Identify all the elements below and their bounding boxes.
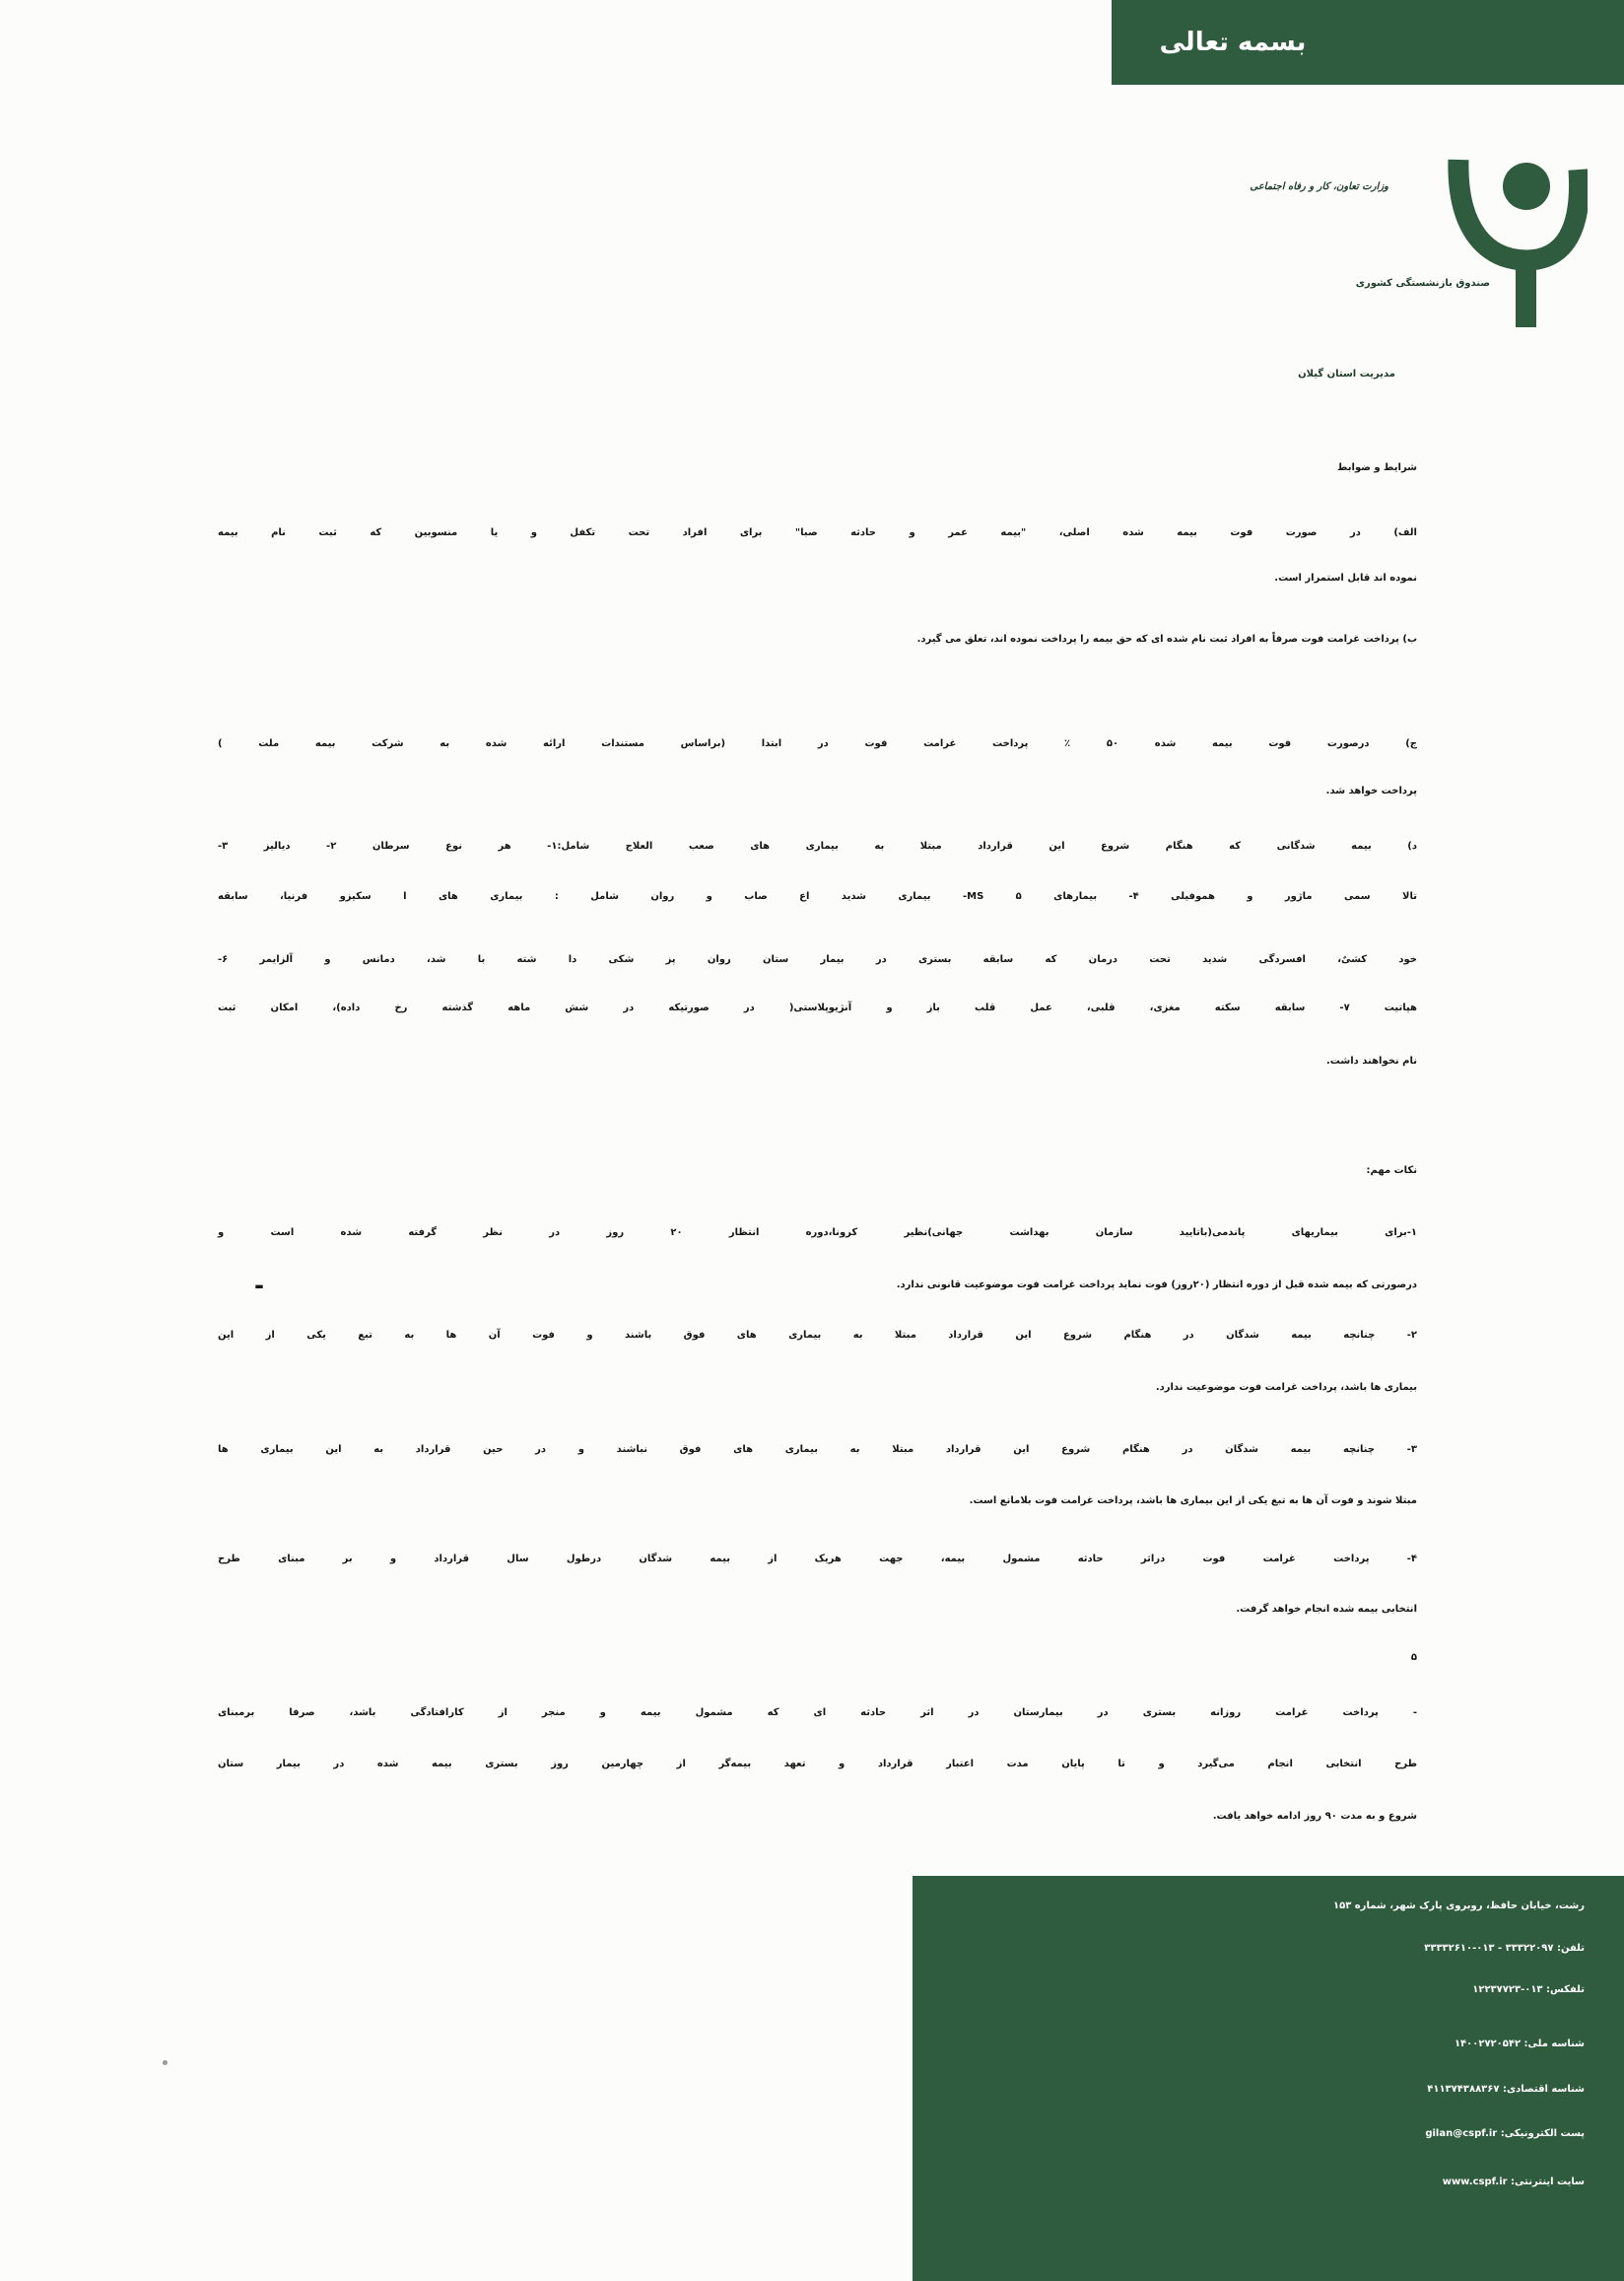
notes-title: نکات مهم: (1366, 1165, 1417, 1176)
address-text: رشت، خیابان حافظ، روبروی پارک شهر، شماره ۱۵۳ (1332, 1901, 1585, 1911)
note-line: ۱-برای بیماریهای پاندمی(باتایید سازمان بهداشت جهانی)نظیر کرونا،دوره انتظار ۲۰ روز در نظر گرفته شده است و (218, 1227, 1418, 1238)
national-id-text: شناسه ملی: ۱۴۰۰۲۷۲۰۵۴۲ (1454, 2039, 1585, 2049)
economic-code-text: شناسه اقتصادی: ۴۱۱۳۷۴۳۸۸۳۶۷ (1427, 2084, 1585, 2095)
ministry-name: وزارت تعاون، کار و رفاه اجتماعی (1250, 181, 1388, 192)
note-line: ۴- پرداخت غرامت فوت دراثر حادثه مشمول بیمه، جهت هریک از بیمه شدگان درطول سال قرارداد و بر مبنای طرح (218, 1554, 1417, 1564)
terms-title: شرایط و ضوابط (1337, 462, 1417, 473)
contact-footer (913, 1876, 1624, 2281)
clause-line: تالا سمی ماژور و هموفیلی ۴- بیمارهای MS ۵- بیماری شدید اع صاب و روان شامل : بیماری های ا سکیزو فرنیا، سابقه (218, 891, 1417, 902)
clause-line: د) بیمه شدگانی که هنگام شروع این قرارداد مبتلا به بیماری های صعب العلاج شامل:۱- هر نوع سرطان ۲- دیالیز ۳- (218, 841, 1418, 852)
note-line: درصورتی که بیمه شده قبل از دوره انتظار (۲۰روز) فوت نماید پرداخت غرامت فوت موضوعیت قانونی ندارد. (896, 1279, 1417, 1290)
header-tab (1112, 0, 1624, 85)
note-line: انتخابی بیمه شده انجام خواهد گرفت. (1236, 1604, 1417, 1615)
note-line: ۳- چنانچه بیمه شدگان در هنگام شروع این قرارداد مبتلا به بیماری های فوق نباشند و در حین قرارداد به این بیماری ها (218, 1444, 1417, 1455)
email-text: پست الکترونیکی: gilan@cspf.ir (1425, 2128, 1585, 2139)
branch-name: مدیریت استان گیلان (1298, 369, 1395, 380)
clause-line: نموده اند قابل استمرار است. (1274, 573, 1417, 584)
clause-line: نام نخواهند داشت. (1325, 1056, 1417, 1067)
stray-mark: - (254, 1272, 264, 1299)
bismillah-text: بسمه تعالی (1159, 28, 1307, 57)
website-text: سایت اینترنتی: www.cspf.ir (1442, 2177, 1585, 2187)
clause-line: خود کشیٌ، افسردگی شدید تحت درمان که سابقه بستری در بیمار ستان روان پز شکی دا شته با شد، دمانس و آلزایمر ۶- (218, 954, 1417, 965)
fund-name: صندوق بازنشستگی کشوری (1355, 278, 1490, 289)
note-line: ۲- چنانچه بیمه شدگان در هنگام شروع این قرارداد مبتلا به بیماری های فوق باشند و فوت آن ها به تبع یکی از این (218, 1330, 1417, 1341)
note-line: مبتلا شوند و فوت آن ها به تبع یکی از این بیماری ها باشد، پرداخت غرامت فوت بلامانع است. (969, 1495, 1417, 1506)
clause-line: ج) درصورت فوت بیمه شده ۵۰ ٪ پرداخت غرامت فوت در ابتدا (براساس مستندات ارائه شده به شرکت بیمه ملت ) (218, 738, 1417, 749)
note-line: بیماری ها باشد، پرداخت غرامت فوت موضوعیت ندارد. (1155, 1382, 1417, 1393)
clause-line: الف) در صورت فوت بیمه شده اصلی، "بیمه عمر و حادثه صبا" برای افراد تحت تکفل و یا منسوبین که ثبت نام بیمه (218, 527, 1417, 538)
scan-speck (163, 2060, 168, 2065)
note-line: - پرداخت غرامت روزانه بستری در بیمارستان در اثر حادثه ای که مشمول بیمه و منجر از کارافتادگی باشد، صرفا برمبنای (218, 1707, 1417, 1718)
note-number: ۵ (1410, 1652, 1417, 1663)
clause-line: هپاتیت ۷- سابقه سکته مغزی، قلبی، عمل قلب باز و آنژیوپلاستی( در صورتیکه در شش ماهه گذشته رخ داده)، امکان ثبت (218, 1002, 1417, 1013)
note-line: شروع و به مدت ۹۰ روز ادامه خواهد یافت. (1212, 1811, 1417, 1822)
note-line: طرح انتخابی انجام می‌گیرد و تا پایان مدت اعتبار قرارداد و تعهد بیمه‌گر از چهارمین روز بستری بیمه شده در بیمار ستان (218, 1759, 1417, 1769)
phone-text: تلفن: ۳۳۳۲۲۰۹۷ - ۰۱۳-۳۳۳۳۲۶۱۰ (1424, 1943, 1585, 1954)
clause-line: پرداخت خواهد شد. (1325, 786, 1417, 796)
clause-line: ب) پرداخت غرامت فوت صرفاً به افراد ثبت نام شده ای که حق بیمه را پرداخت نموده اند، تعلق می گیرد. (916, 634, 1417, 645)
fax-text: تلفکس: ۰۱۳-۱۲۲۳۷۷۲۳ (1472, 1984, 1585, 1995)
